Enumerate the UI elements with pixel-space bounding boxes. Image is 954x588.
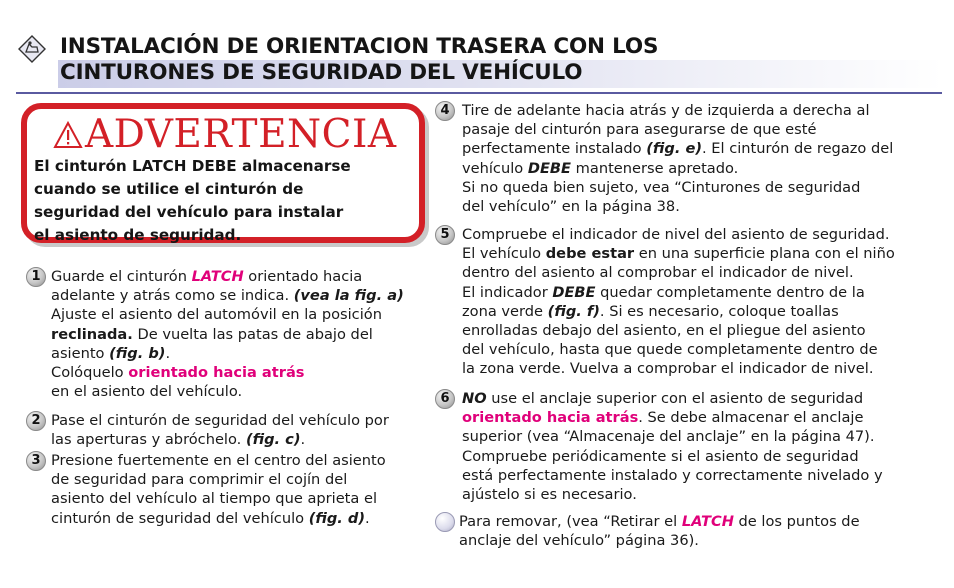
step-text: Pase el cinturón de seguridad del vehículo por las aperturas y abróchelo. (fig. c).	[51, 412, 389, 449]
car-seat-icon	[18, 35, 46, 63]
step-number-badge: 1	[26, 267, 46, 287]
step-number-badge: 3	[26, 451, 46, 471]
step-text: Compruebe el indicador de nivel del asiento de seguridad. El vehículo debe estar en una superficie plana con el niño dentro del asiento al comprobar el indicador de nivel. El indicador DEBE quedar completamente dentro de la zona verde (fig. f). Si es necesario, coloque toallas enrolladas debajo del asiento, en el pliegue del asiento del vehículo, hasta que quede completamente dentro de la zona verde. Vuelva a comprobar el indicador de nivel.	[462, 226, 895, 378]
step-number-badge: 4	[435, 101, 455, 121]
section-header	[14, 32, 944, 92]
warning-box	[21, 103, 425, 243]
step-text: Presione fuertemente en el centro del asiento de seguridad para comprimir el cojín del asiento del vehículo al tiempo que aprieta el cinturón de seguridad del vehículo (fig. d).	[51, 452, 386, 527]
step-text: Guarde el cinturón LATCH orientado hacia adelante y atrás como se indica. (vea la fig. a) Ajuste el asiento del automóvil en la posición reclinada. De vuelta las patas de abajo del asiento (fig. b). Colóquelo orientado hacia atrás en el asiento del vehículo.	[51, 268, 404, 401]
step-number-badge: 5	[435, 225, 455, 245]
header-divider	[16, 92, 942, 94]
step-number-badge: 6	[435, 389, 455, 409]
page-title: INSTALACIÓN DE ORIENTACION TRASERA CON LOS CINTURONES DE SEGURIDAD DEL VEHÍCULO	[60, 34, 659, 85]
warning-title: ADVERTENCIA	[85, 112, 397, 157]
warning-triangle-icon	[53, 121, 83, 149]
step-number-badge: 2	[26, 411, 46, 431]
bullet-badge	[435, 512, 455, 532]
warning-heading	[53, 113, 397, 157]
step-text: Para removar, (vea “Retirar el LATCH de los puntos de anclaje del vehículo” página 36).	[459, 513, 860, 550]
step-text: NO use el anclaje superior con el asiento de seguridad orientado hacia atrás. Se debe almacenar el anclaje superior (vea “Almacenaje del anclaje” en la página 47). Compruebe periódicamente si el asiento de seguridad está perfectamente instalado y correctamente nivelado y ajústelo si es necesario.	[462, 390, 883, 504]
step-text: Tire de adelante hacia atrás y de izquierda a derecha al pasaje del cinturón para asegurarse de que esté perfectamente instalado (fig. e). El cinturón de regazo del vehículo DEBE mantenerse apretado. Si no queda bien sujeto, vea “Cinturones de seguridad del vehículo” en la página 38.	[462, 102, 894, 216]
warning-text: El cinturón LATCH DEBE almacenarse cuando se utilice el cinturón de seguridad del vehículo para instalar el asiento de seguridad.	[34, 157, 351, 244]
